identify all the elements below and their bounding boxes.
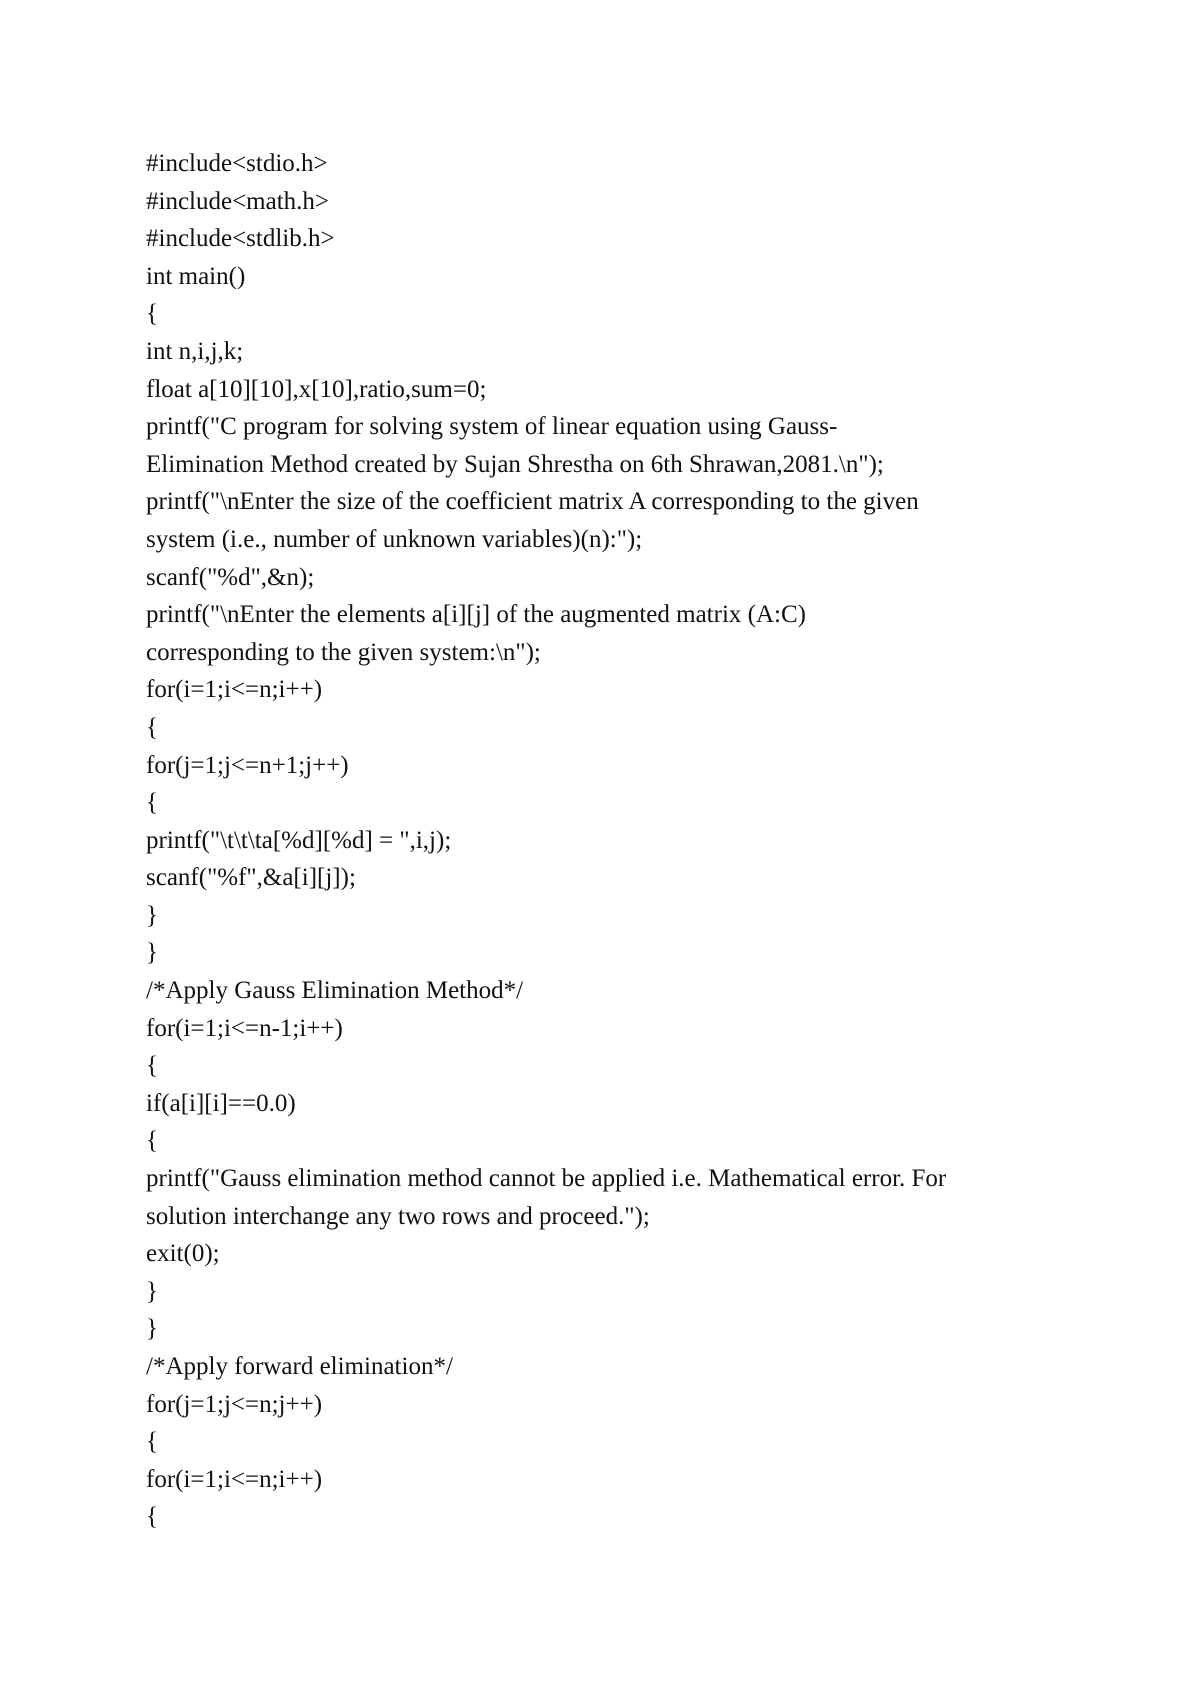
code-line: if(a[i][i]==0.0) (146, 1089, 296, 1117)
code-line: } (146, 1277, 158, 1305)
code-line: { (146, 300, 158, 328)
code-line: for(i=1;i<=n-1;i++) (146, 1014, 343, 1042)
code-line: { (146, 1503, 158, 1531)
code-line: printf("\nEnter the size of the coefficient matrix A corresponding to the given (146, 488, 919, 516)
code-line: } (146, 901, 158, 929)
code-line: scanf("%f",&a[i][j]); (146, 864, 356, 892)
code-line: #include<stdio.h> (146, 150, 328, 177)
code-line: system (i.e., number of unknown variables)(n):"); (146, 525, 643, 553)
code-line: printf("\nEnter the elements a[i][j] of the augmented matrix (A:C) (146, 601, 806, 629)
code-line: scanf("%d",&n); (146, 563, 315, 591)
code-line: { (146, 1052, 158, 1080)
code-line: #include<math.h> (146, 187, 330, 215)
code-line: { (146, 713, 158, 741)
code-line: } (146, 939, 158, 967)
code-line: solution interchange any two rows and proceed."); (146, 1202, 650, 1230)
code-line: /*Apply forward elimination*/ (146, 1353, 453, 1380)
code-line: for(i=1;i<=n;i++) (146, 676, 323, 704)
code-line: printf("C program for solving system of linear equation using Gauss- (146, 413, 838, 441)
code-line: { (146, 1428, 158, 1456)
code-listing (146, 145, 1066, 1536)
code-line: printf("\t\t\ta[%d][%d] = ",i,j); (146, 826, 452, 854)
code-line: printf("Gauss elimination method cannot be applied i.e. Mathematical error. For (146, 1165, 947, 1193)
code-line: /*Apply Gauss Elimination Method*/ (146, 977, 524, 1005)
code-line: int main() (146, 262, 246, 290)
code-line: { (146, 1127, 158, 1155)
code-line: for(i=1;i<=n;i++) (146, 1465, 323, 1493)
code-line: #include<stdlib.h> (146, 225, 335, 253)
code-line: corresponding to the given system:\n"); (146, 638, 541, 666)
code-line: { (146, 789, 158, 817)
code-line: for(j=1;j<=n+1;j++) (146, 751, 349, 779)
code-line: float a[10][10],x[10],ratio,sum=0; (146, 375, 487, 403)
code-line: exit(0); (146, 1240, 220, 1268)
code-line: Elimination Method created by Sujan Shrestha on 6th Shrawan,2081.\n"); (146, 450, 884, 478)
code-line: for(j=1;j<=n;j++) (146, 1390, 323, 1418)
code-line: } (146, 1315, 158, 1343)
code-line: int n,i,j,k; (146, 337, 244, 365)
